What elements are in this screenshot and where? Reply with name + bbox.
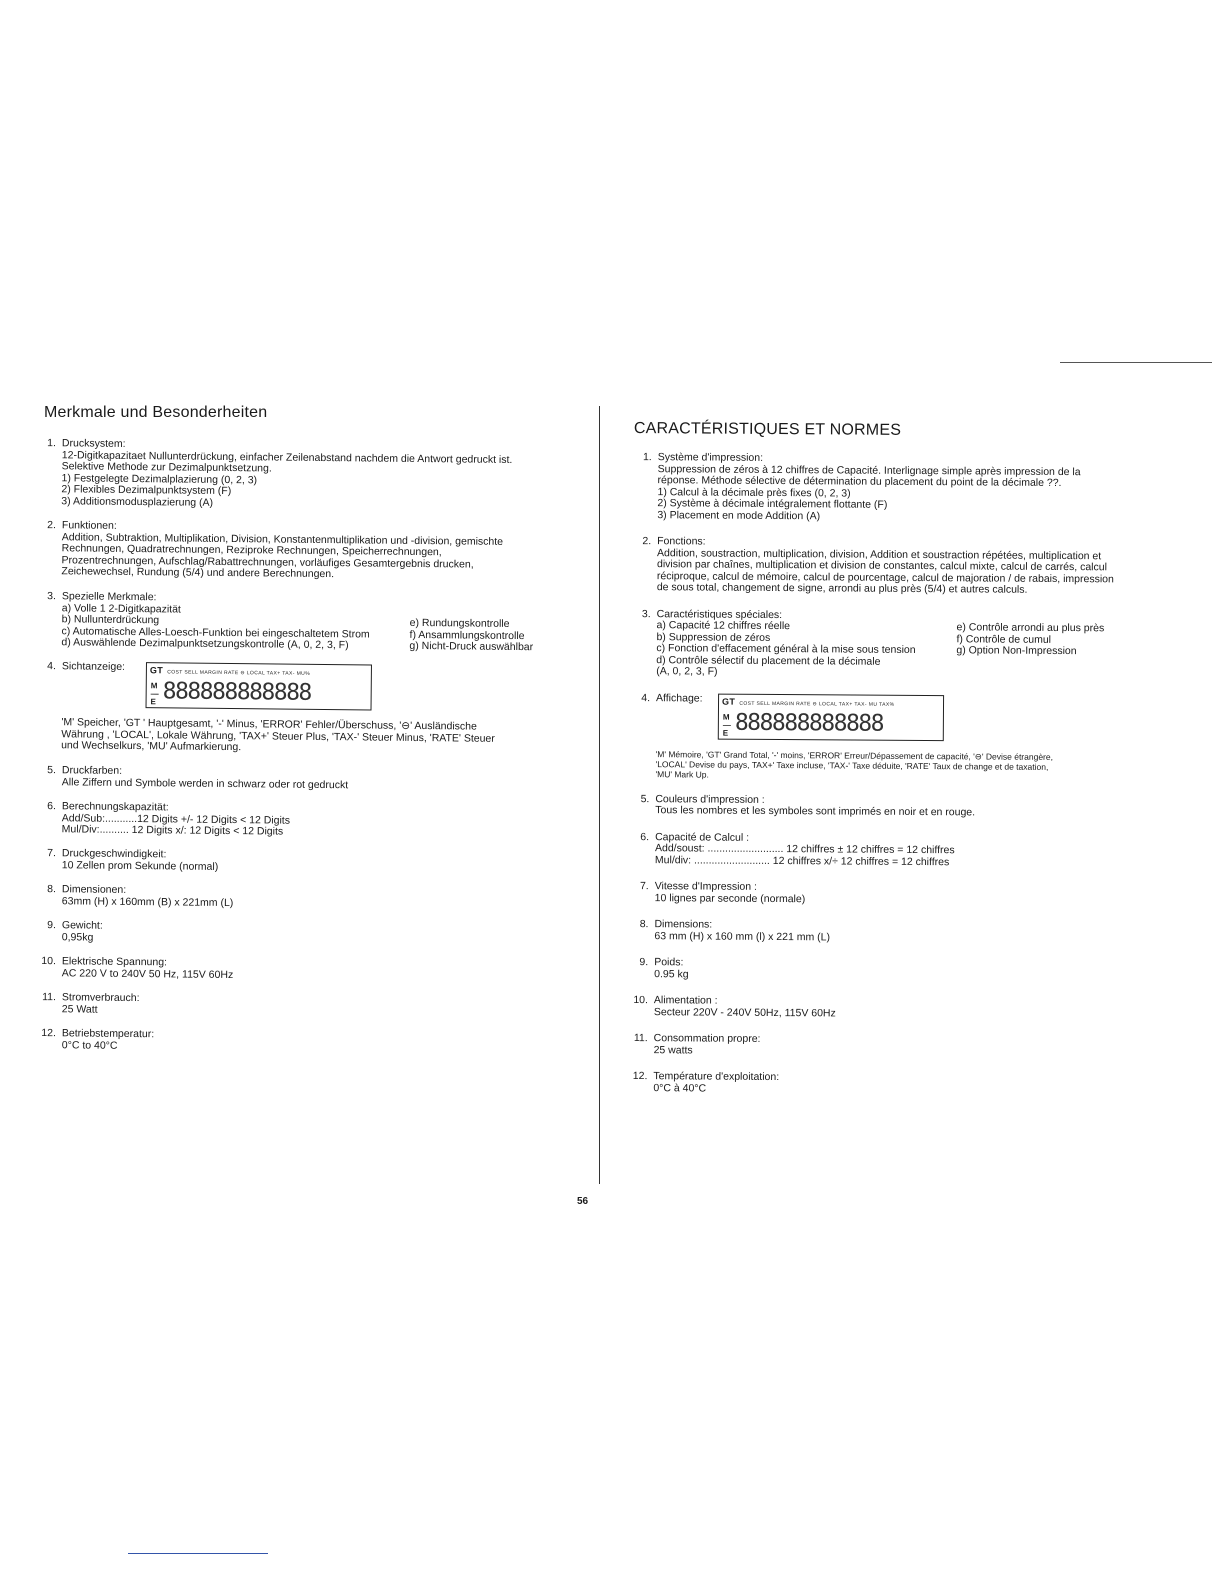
section-number: 11. [633,1032,648,1045]
section-heading: Affichage: [656,691,703,704]
section-number: 2. [47,519,57,532]
fr-section-6 [629,831,1149,869]
de-section-12 [36,1028,576,1057]
page-number: 56 [577,1196,589,1207]
section-heading: Dimensions: [654,918,713,931]
de-section-9 [36,920,576,949]
section-heading: Elektrische Spannung: [61,955,168,969]
section-number: 4. [47,660,57,673]
section-number: 4. [641,691,651,704]
display-legend: 'M' Speicher, 'GT ' Hauptgesamt, '-' Minus, 'ERROR' Fehler/Überschuss, '⊖' Ausländische Währung , 'LOCAL', Lokale Währung, 'TAX+' Steuer Plus, 'TAX-' Steuer Minus, 'RATE' Steuer und Wechselkurs, 'MU' Aufmarkierung. [61,716,495,754]
section-body: 0.95 kg [654,967,689,980]
section-number: 5. [640,792,650,805]
section-number: 10. [41,955,57,968]
section-number: 9. [639,956,649,969]
feature-list [61,602,575,653]
section-body: AC 220 V to 240V 50 Hz, 115V 60Hz [61,966,234,981]
section-number: 6. [640,830,650,843]
fr-section-9 [628,957,1148,984]
fr-section-11 [628,1033,1148,1060]
section-number: 11. [42,991,57,1004]
section-number: 8. [47,883,57,896]
section-heading: Consommation propre: [653,1032,761,1045]
fr-section-2 [631,536,1151,597]
feature-list-right: e) Rundungskontrolle f) Ansammlungskontrolle g) Nicht-Druck auswählbar [409,604,534,653]
section-heading: Couleurs d'impression : [655,792,765,806]
de-section-5 [36,765,576,794]
lcd-digits: 888888888888 [734,709,884,737]
french-title: CARACTÉRISTIQUES ET NORMES [633,420,902,439]
top-right-rule [1060,362,1212,363]
fr-section-1 [631,452,1151,525]
section-heading: Alimentation : [653,994,718,1007]
lcd-indicators: COST SELL MARGIN RATE ⊖ LOCAL TAX+ TAX- MU% [167,669,311,677]
display-row [62,661,576,712]
column-divider [599,406,600,1184]
fr-section-4 [629,692,1150,782]
de-section-3 [35,591,576,654]
section-body: 0°C à 40°C [653,1081,707,1095]
section-number: 12. [632,1070,648,1083]
section-body: 63 mm (H) x 160 mm (l) x 221 mm (L) [654,929,831,943]
display-legend: 'M' Mémoire, 'GT' Grand Total, '-' moins, 'ERROR' Erreur/Dépassement de capacité, '⊖' Devise étrangère, 'LOCAL' Devise du pays, TAX+' Taxe incluse, 'TAX-' Taxe déduite, 'RATE' Taux de change et de taxation, 'MU' Mark Up. [655,748,1054,780]
french-column [627,420,1152,1113]
german-column [36,404,576,1064]
section-number: 6. [47,799,57,812]
section-body: 10 lignes par seconde (normale) [654,891,806,905]
lcd-digits: 888888888888 [162,678,311,706]
de-section-11 [36,992,576,1021]
lcd-memory-error-indicator: M — E [722,712,731,738]
section-number: 1. [642,451,652,464]
section-body: 12-Digitkapazitaet Nullunterdrückung, einfacher Zeilenabstand nachdem die Antwort gedruckt ist. Selektive Methode zur Dezimalpunktsetzung. 1) Festgelegte Dezimalplazierung (0, 2, 3) 2) Flexibles Dezimalpunktsystem (F) 3) Additionsmodusplazierung (A) [61,448,513,509]
fr-section-10 [628,995,1148,1022]
section-heading: Caractéristiques spéciales: [656,607,783,621]
section-heading: Druckfarben: [61,763,123,777]
fr-section-8 [628,919,1148,946]
section-body: 25 Watt [61,1002,98,1016]
section-number: 5. [47,763,57,776]
feature-list-left: a) Capacité 12 chiffres réelle b) Suppression de zéros c) Fonction d'effacement général à la mise sous tension d) Contrôle sélectif du placement de la décimale (A, 0, 2, 3, F) [656,619,916,678]
lcd-indicator-row [722,696,895,711]
section-heading: Dimensionen: [61,883,127,896]
fr-section-12 [627,1071,1147,1098]
lcd-display-illustration [146,662,372,710]
footer-rule [128,1553,268,1554]
section-number: 7. [47,847,57,860]
section-heading: Berechnungskapazität: [61,799,169,813]
section-number: 3. [47,589,57,602]
section-heading: Sichtanzeige: [61,660,126,673]
de-section-6 [36,801,576,841]
section-heading: Spezielle Merkmale: [61,589,157,603]
section-heading: Température d'exploitation: [653,1070,780,1084]
section-body: Add/Sub:...........12 Digits +/- 12 Digits < 12 Digits Mul/Div:.......... 12 Digits x/: 12 Digits < 12 Digits [61,811,291,838]
section-body: 63mm (H) x 160mm (B) x 221mm (L) [61,894,234,909]
section-heading: Vitesse d'Impression : [654,880,757,893]
section-body: Suppression de zéros à 12 chiffres de Capacité. Interlignage simple après impression de la réponse. Méthode sélective de détermination du placement du point de la décimale ??. 1) Calcul à la décimale près fixes (0, 2, 3) 2) Système à décimale intégralement flottante (F) 3) Placement en mode Addition (A) [657,462,1081,522]
fr-section-3 [630,608,1150,681]
lcd-indicators: COST SELL MARGIN RATE ⊖ LOCAL TAX+ TAX- MU TAX% [739,700,895,708]
section-body: Add/soust: .......................... 12 chiffres ± 12 chiffres = 12 chiffres Mul/div: .......................... 12 chiffres x/÷ 12 chiffres = 12 chiffres [654,842,955,868]
de-section-7 [36,848,576,877]
section-number: 12. [41,1027,57,1040]
section-number: 10. [633,994,648,1007]
lcd-gt-indicator: GT [722,696,736,707]
section-heading: Gewicht: [61,919,103,932]
lcd-memory-error-indicator: M — E [150,681,159,707]
section-number: 2. [642,535,652,548]
section-heading: Fonctions: [657,535,706,548]
section-body: 0°C to 40°C [61,1038,118,1052]
section-heading: Betriebstemperatur: [61,1027,155,1041]
section-number: 3. [641,607,651,620]
section-number: 7. [639,880,649,893]
feature-list [656,620,1150,681]
section-heading: Capacité de Calcul : [655,830,750,844]
section-body: Secteur 220V - 240V 50Hz, 115V 60Hz [653,1005,836,1019]
de-section-10 [36,956,576,985]
section-body: Addition, soustraction, multiplication, division, Addition et soustraction répétées, multiplication et division par chaînes, multiplication et division de constantes, calcul mixte, calcul de carrés, calcul réciproque, calcul de mémoire, calcul de pourcentage, calcul de majoration / de rabais, impression de sous total, changement de signe, arrondi au plus près (5/4) et autres calculs. [656,546,1114,596]
de-section-4 [35,661,576,757]
de-section-2 [35,520,576,583]
feature-list-right: e) Contrôle arrondi au plus près f) Contrôle de cumul g) Option Non-Impression [956,621,1105,658]
section-number: 1. [47,437,57,450]
de-section-8 [36,884,576,913]
section-heading: Poids: [654,956,684,969]
de-section-1 [35,438,576,513]
section-number: 9. [47,919,57,932]
fr-section-7 [629,881,1149,908]
section-number: 8. [639,918,649,931]
section-heading: Drucksystem: [61,437,126,450]
display-row [656,693,1150,742]
section-heading: Druckgeschwindigkeit: [61,847,167,861]
section-body: Addition, Subtraktion, Multiplikation, Division, Konstantenmultiplikation und -division, gemischte Rechnungen, Quadratrechnungen, Reziproke Rechnungen, Speicherrechnungen, Prozentrechnungen, Aufschlag/Rabattrechnungen, vorläufiges Gesamtergebnis drucken, Zeichewechsel, Rundung (5/4) und andere Berechnungen. [61,530,504,581]
section-body: Alle Ziffern und Symbole werden in schwarz oder rot gedruckt [61,775,349,791]
lcd-gt-indicator: GT [149,665,164,676]
section-body: 0,95kg [61,930,94,944]
german-title: Merkmale und Besonderheiten [44,404,268,421]
section-body: 10 Zellen prom Sekunde (normal) [61,858,219,873]
fr-section-5 [629,793,1149,820]
feature-list-left: a) Volle 1 2-Digitkapazität b) Nullunterdrückung c) Automatische Alles-Loesch-Funktion bei eingeschaltetem Strom d) Auswählende Dezimalpunktsetzungskontrolle (A, 0, 2, 3, F) [61,601,370,651]
section-heading: Funktionen: [61,519,117,532]
lcd-display-illustration [718,693,944,741]
section-body: 25 watts [653,1043,693,1056]
section-heading: Système d'impression: [657,451,764,464]
section-heading: Stromverbrauch: [61,991,140,1005]
section-body: Tous les nombres et les symboles sont imprimés en noir et en rouge. [655,804,976,819]
